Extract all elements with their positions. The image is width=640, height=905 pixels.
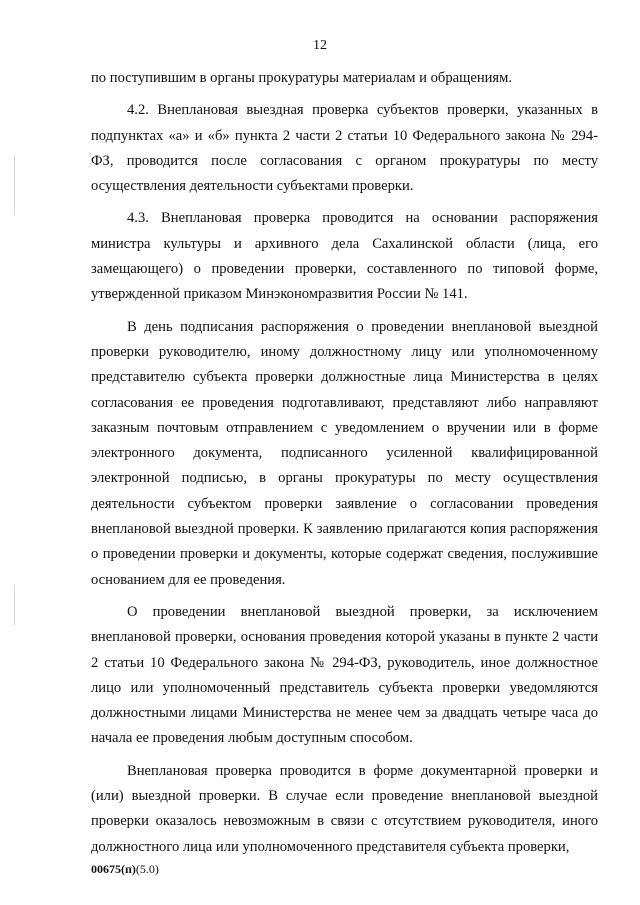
paragraph-4-2: 4.2. Внеплановая выездная проверка субъектов проверки, указанных в подпунктах «а» и «б» пункта 2 части 2 статьи 10 Федерального закона № 294-ФЗ, проводится после согласования с органом прокуратуры по месту осуществления деятельности субъектами проверки. [91,102,598,195]
paragraph-continuation: по поступившим в органы прокуратуры материалам и обращениям. [91,70,513,86]
footer-code: 00675(п) [91,862,136,876]
paragraph-4-3: 4.3. Внеплановая проверка проводится на основании распоряжения министра культуры и архивного дела Сахалинской области (лица, его замещающего) о проведении проверки, составленного по типовой форме, утвержденной приказом Минэкономразвития России № 141. [91,210,598,303]
scan-edge-mark-bottom [14,585,15,625]
footer-version: (5.0) [135,862,159,876]
paragraph-notification: О проведении внеплановой выездной проверки, за исключением внеплановой проверки, основания проведения которой указаны в пункте 2 части 2 статьи 10 Федерального закона № 294-ФЗ, руководитель, иное должностное лицо или уполномоченный представитель субъекта проверки уведомляются должностными лицами Министерства не менее чем за двадцать четыре часа до начала ее проведения любым доступным способом. [91,603,598,747]
document-footer-code [91,862,159,877]
page-number: 12 [313,38,327,53]
document-body [91,66,598,860]
paragraph-signing-day: В день подписания распоряжения о проведении внеплановой выездной проверки руководителю, иному должностному лицу или уполномоченному представителю субъекта проверки должностные лица Министерства в целях согласования ее проведения подготавливают, представляют либо направляют заказным почтовым отправлением с уведомлением о вручении или в форме электронного документа, подписанного усиленной квалифицированной электронной подписью, в органы прокуратуры по месту осуществления деятельности субъектом проверки заявление о согласовании проведения внеплановой выездной проверки. К заявлению прилагаются копия распоряжения о проведении проверки и документы, которые содержат сведения, послужившие основанием для ее проведения. [91,318,598,588]
paragraph-inspection-form: Внеплановая проверка проводится в форме документарной проверки и (или) выездной проверки. В случае если проведение внеплановой выездной проверки оказалось невозможным в связи с отсутствием руководителя, иного должностного лица или уполномоченного представителя субъекта проверки, [91,762,598,855]
scan-edge-mark-top [14,155,15,215]
